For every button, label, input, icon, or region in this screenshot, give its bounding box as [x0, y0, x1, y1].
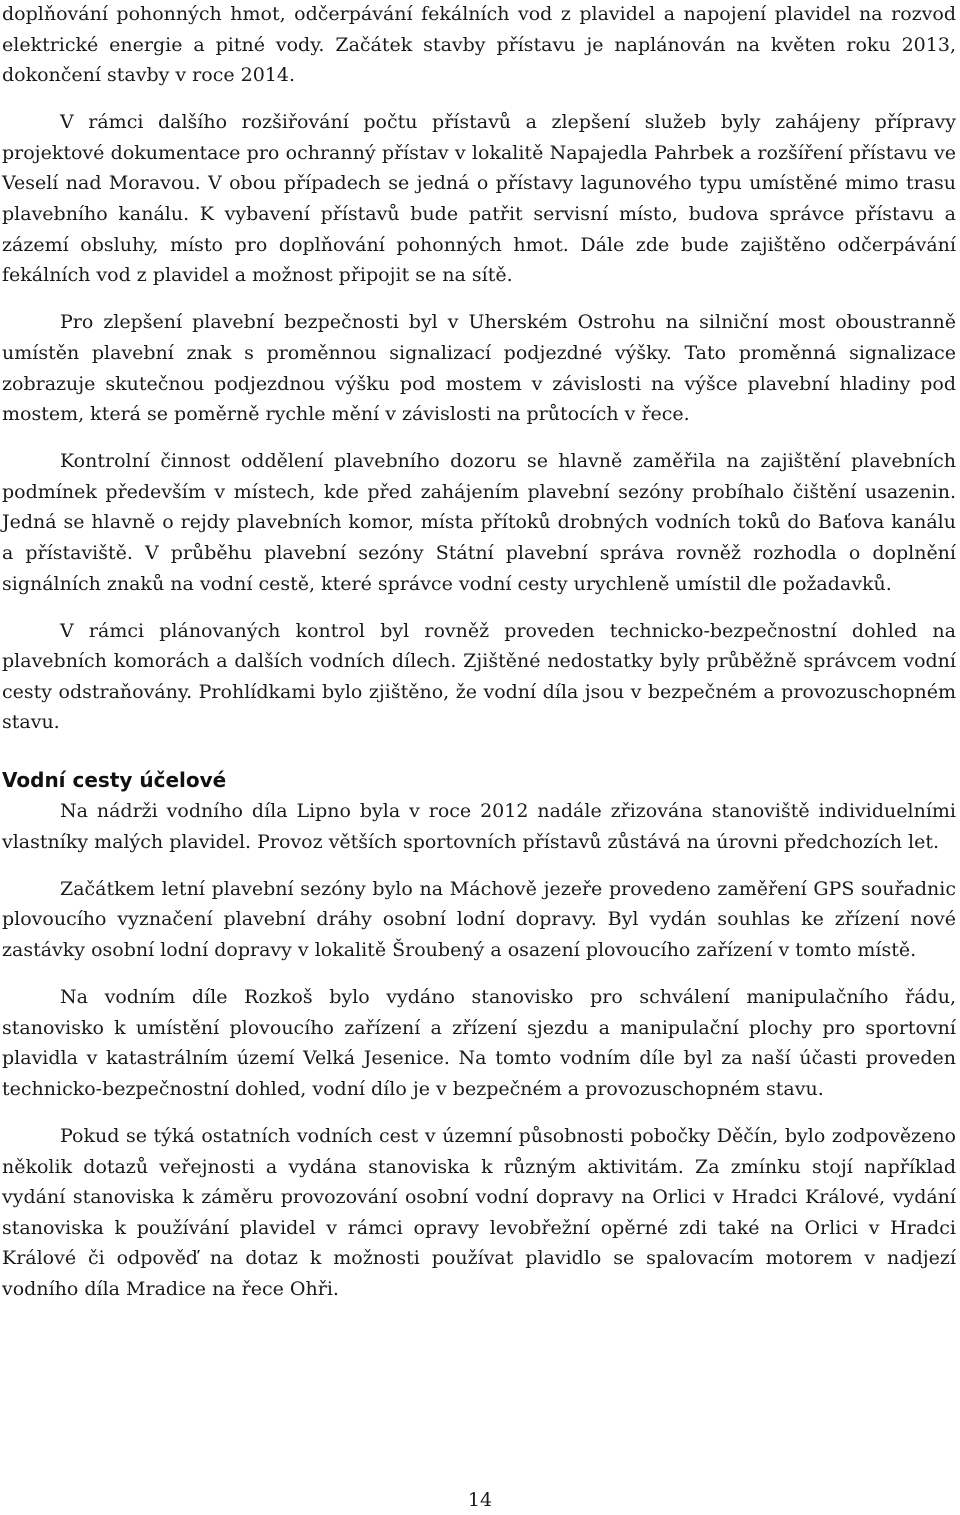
- paragraph-lipno: Na nádrži vodního díla Lipno byla v roce 2012 nadále zřizována stanoviště individuelními vlastníky malých plavidel. Provoz větších sportovních přístavů zůstává na úrovni předchozích let.: [2, 800, 956, 853]
- paragraph-decin-branch: Pokud se týká ostatních vodních cest v územní působnosti pobočky Děčín, bylo zodpovězeno několik dotazů veřejnosti a vydána stanoviska k různým aktivitám. Za zmínku stojí například vydání stanoviska k záměru provozování osobní vodní dopravy na Orlici v Hradci Králové, vydání stanoviska k používání plavidel v rámci opravy levobřežní opěrné zdi také na Orlici v Hradci Králové či odpověď na dotaz k možnosti používat plavidlo se spalovacím motorem v nadjezí vodního díla Mradice na řece Ohři.: [2, 1124, 956, 1300]
- section-heading: Vodní cesty účelové: [2, 768, 227, 793]
- paragraph-machovo-jezero: Začátkem letní plavební sezóny bylo na Máchově jezeře provedeno zaměření GPS souřadnic plovoucího vyznačení plavební dráhy osobní lodní dopravy. Byl vydán souhlas ke zřízení nové zastávky osobní lodní dopravy v lokalitě Šroubený a osazení plovoucího zařízení v tomto místě.: [2, 877, 956, 961]
- paragraph-port-expansion: V rámci dalšího rozšiřování počtu přístavů a zlepšení služeb byly zahájeny přípravy projektové dokumentace pro ochranný přístav v lokalitě Napajedla Pahrbek a rozšíření přístavu ve Veselí nad Moravou. V obou případech se jedná o přístavy lagunového typu umístěné mimo trasu plavebního kanálu. K vybavení přístavů bude patřit servisní místo, budova správce přístavu a zázemí obsluhy, místo pro doplňování pohonných hmot. Dále zde bude zajištěno odčerpávání fekálních vod z plavidel a možnost připojit se na sítě.: [2, 111, 956, 287]
- paragraph-inspection-activity: Kontrolní činnost oddělení plavebního dozoru se hlavně zaměřila na zajištění plavebních podmínek především v místech, kde před zahájením plavební sezóny probíhalo čištění usazenin. Jedná se hlavně o rejdy plavebních komor, místa přítoků drobných vodních toků do Baťova kanálu a přístaviště. V průběhu plavební sezóny Státní plavební správa rovněž rozhodla o doplnění signálních znaků na vodní cestě, které správce vodní cesty urychleně umístil dle požadavků.: [2, 450, 956, 595]
- paragraph-navigation-sign: Pro zlepšení plavební bezpečnosti byl v Uherském Ostrohu na silniční most oboustranně umístěn plavební znak s proměnnou signalizací podjezdné výšky. Tato proměnná signalizace zobrazuje skutečnou podjezdnou výšku pod mostem v závislosti na výšce plavební hladiny pod mostem, která se poměrně rychle mění v závislosti na průtocích v řece.: [2, 311, 956, 426]
- page-number: 14: [467, 1489, 493, 1511]
- page-body: [2, 0, 956, 1304]
- paragraph-rozkos: Na vodním díle Rozkoš bylo vydáno stanovisko pro schválení manipulačního řádu, stanovisko k umístění plovoucího zařízení a zřízení sjezdu a manipulační plochy pro sportovní plavidla v katastrálním území Velká Jesenice. Na tomto vodním díle byl za naší účasti proveden technicko-bezpečnostní dohled, vodní dílo je v bezpečném a provozuschopném stavu.: [2, 986, 956, 1100]
- paragraph-continuation: doplňování pohonných hmot, odčerpávání fekálních vod z plavidel a napojení plavidel na rozvod elektrické energie a pitné vody. Začátek stavby přístavu je naplánován na květen roku 2013, dokončení stavby v roce 2014.: [2, 3, 956, 87]
- paragraph-planned-inspections: V rámci plánovaných kontrol byl rovněž proveden technicko-bezpečnostní dohled na plavebních komorách a dalších vodních dílech. Zjištěné nedostatky byly průběžně správcem vodní cesty odstraňovány. Prohlídkami bylo zjištěno, že vodní díla jsou v bezpečném a provozuschopném stavu.: [2, 619, 956, 734]
